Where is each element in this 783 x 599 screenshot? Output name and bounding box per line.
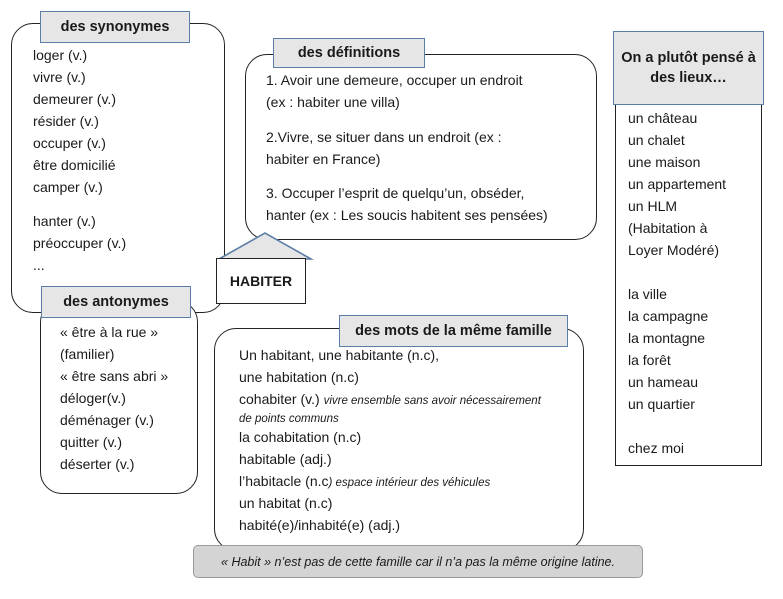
list-item: demeurer (v.) [33,91,116,107]
list-item: un château [628,110,698,126]
list-item: une maison [628,154,701,170]
list-item: camper (v.) [33,179,103,195]
list-item: « être sans abri » [60,368,169,384]
list-item: l’habitacle (n.c) espace intérieur des véhicules [239,473,491,489]
list-item: (Habitation à [628,220,708,236]
list-item: de points communs [239,413,339,425]
center-word: HABITER [216,258,306,304]
places-list [628,107,726,459]
definition-line: 3. Occuper l’esprit de quelqu’un, obséder, [266,185,525,201]
definition-3 [266,182,548,226]
list-item: cohabiter (v.) vivre ensemble sans avoir nécessairement [239,391,541,407]
list-item: la montagne [628,330,706,346]
list-item: quitter (v.) [60,434,122,450]
list-item: chez moi [628,440,685,456]
list-item: être domicilié [33,157,116,173]
places-title: On a plutôt pensé à des lieux… [613,31,764,105]
list-item: ... [33,257,45,273]
family-list [239,344,541,536]
list-item: résider (v.) [33,113,99,129]
list-item: hanter (v.) [33,213,96,229]
antonyms-list [60,321,168,475]
definitions-title: des définitions [273,38,425,68]
list-item: déménager (v.) [60,412,154,428]
list-item: déserter (v.) [60,456,135,472]
list-item: un appartement [628,176,727,192]
definition-line: habiter en France) [266,151,381,167]
definition-line: 2.Vivre, se situer dans un endroit (ex : [266,129,502,145]
list-item: vivre (v.) [33,69,86,85]
list-item: la ville [628,286,667,302]
definition-line: (ex : habiter une villa) [266,94,400,110]
list-item: habitable (adj.) [239,451,332,467]
family-title: des mots de la même famille [339,315,568,347]
list-item: habité(e)/inhabité(e) (adj.) [239,517,401,533]
list-item: un hameau [628,374,699,390]
definition-1 [266,69,523,113]
list-item: occuper (v.) [33,135,106,151]
list-item: la campagne [628,308,709,324]
list-item: loger (v.) [33,47,88,63]
list-item: préoccuper (v.) [33,235,127,251]
antonyms-title: des antonymes [41,286,191,318]
list-item: déloger(v.) [60,390,126,406]
list-item: la cohabitation (n.c) [239,429,362,445]
list-item: un chalet [628,132,685,148]
list-item: (familier) [60,346,115,362]
list-item: la forêt [628,352,671,368]
definition-line: hanter (ex : Les soucis habitent ses pensées) [266,207,548,223]
list-item: un HLM [628,198,678,214]
list-item: Loyer Modéré) [628,242,720,258]
list-item: une habitation (n.c) [239,369,359,385]
synonyms-title: des synonymes [40,11,190,43]
definition-2 [266,126,502,170]
origin-note: « Habit » n’est pas de cette famille car il n’a pas la même origine latine. [193,545,643,578]
list-item: « être à la rue » [60,324,159,340]
synonyms-list [33,44,126,276]
definition-line: 1. Avoir une demeure, occuper un endroit [266,72,523,88]
list-item: un quartier [628,396,695,412]
list-item: Un habitant, une habitante (n.c), [239,347,440,363]
list-item: un habitat (n.c) [239,495,333,511]
